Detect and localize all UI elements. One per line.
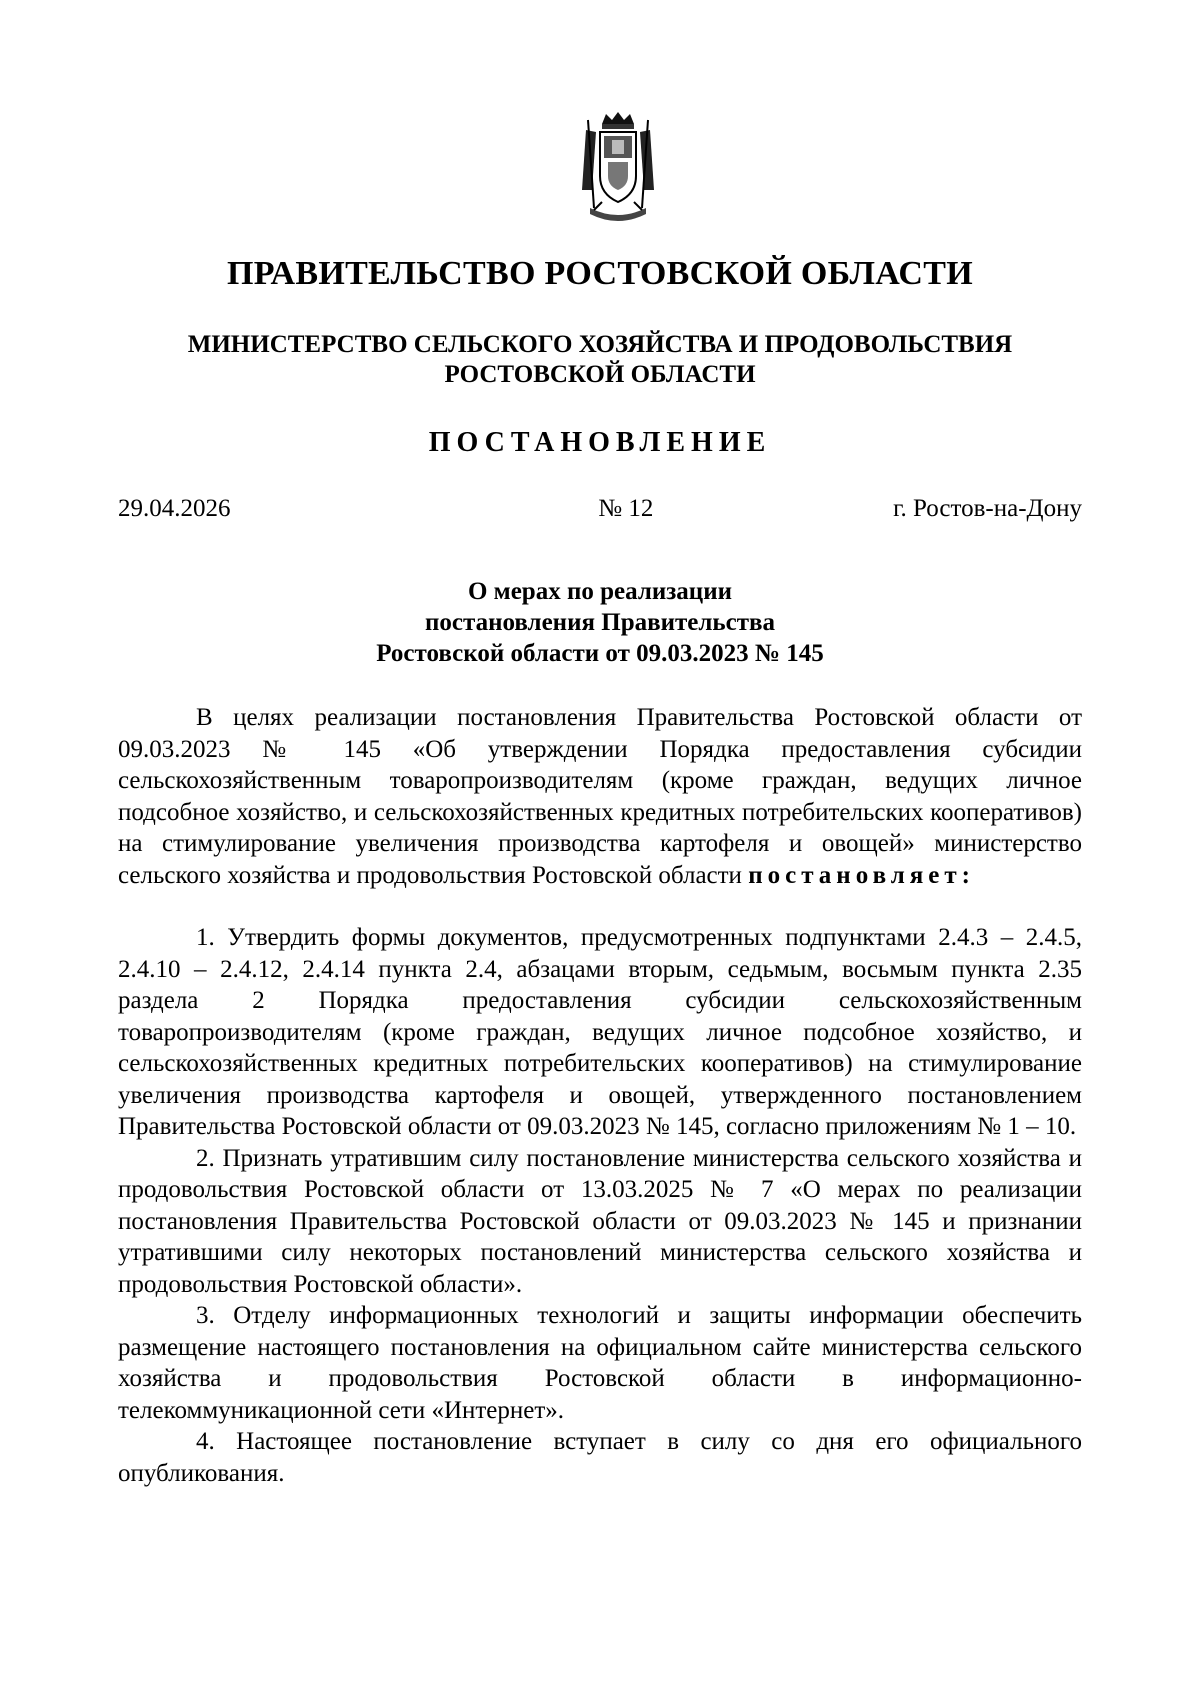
document-body <box>118 702 1082 1489</box>
ministry-title <box>118 330 1082 390</box>
subject-line1: О мерах по реализации <box>467 578 733 605</box>
preamble-text: В целях реализации постановления Правительства Ростовской области от 09.03.2023 № 145 «Об утверждении Порядка предоставления субсидии сельскохозяйственным товаропроизводителям (кроме граждан, ведущих личное подсобное хозяйство, и сельскохозяйственных кредитных потребительских кооперативов) на стимулирование увеличения производства картофеля и овощей» министерство сельского хозяйства и продовольствия Ростовской области <box>118 704 1082 889</box>
preamble-paragraph <box>118 702 1082 891</box>
document-number: № 12 <box>598 495 654 522</box>
subject-line2: постановления Правительства <box>425 609 775 636</box>
resolves-word: постановляет: <box>748 861 975 889</box>
document-type: ПОСТАНОВЛЕНИЕ <box>428 427 772 458</box>
document-date: 29.04.2026 <box>118 495 231 522</box>
item-1: 1. Утвердить формы документов, предусмотренных подпунктами 2.4.3 – 2.4.5, 2.4.10 – 2.4.12, 2.4.14 пункта 2.4, абзацами вторым, седьмым, восьмым пункта 2.35 раздела 2 Порядка предоставления субсидии сельскохозяйственным товаропроизводителям (кроме граждан, ведущих личное подсобное хозяйство, и сельскохозяйственных кредитных потребительских кооперативов) на стимулирование увеличения производства картофеля и овощей, утвержденного постановлением Правительства Ростовской области от 09.03.2023 № 145, согласно приложениям № 1 – 10. <box>118 924 1082 1140</box>
document-place: г. Ростов-на-Дону <box>893 495 1082 522</box>
item-3: 3. Отделу информационных технологий и защиты информации обеспечить размещение настоящего постановления на официальном сайте министерства сельского хозяйства и продовольствия Ростовской области в информационно-телекоммуникационной сети «Интернет». <box>118 1302 1082 1424</box>
item-4: 4. Настоящее постановление вступает в силу со дня его официального опубликования. <box>118 1428 1082 1487</box>
subject-line3: Ростовской области от 09.03.2023 № 145 <box>376 640 824 667</box>
government-title: ПРАВИТЕЛЬСТВО РОСТОВСКОЙ ОБЛАСТИ <box>227 255 973 292</box>
ministry-title-line2: РОСТОВСКОЙ ОБЛАСТИ <box>444 361 756 388</box>
ministry-title-line1: МИНИСТЕРСТВО СЕЛЬСКОГО ХОЗЯЙСТВА И ПРОДОВОЛЬСТВИЯ <box>187 331 1013 358</box>
item-2: 2. Признать утратившим силу постановление министерства сельского хозяйства и продовольствия Ростовской области от 13.03.2025 № 7 «О мерах по реализации постановления Правительства Ростовской области от 09.03.2023 № 145 и признании утратившими силу некоторых постановлений министерства сельского хозяйства и продовольствия Ростовской области». <box>118 1144 1082 1298</box>
document-subject <box>118 576 1082 669</box>
document-meta <box>118 494 1082 524</box>
coat-of-arms-icon <box>572 110 664 228</box>
paragraph-gap <box>118 891 1082 922</box>
